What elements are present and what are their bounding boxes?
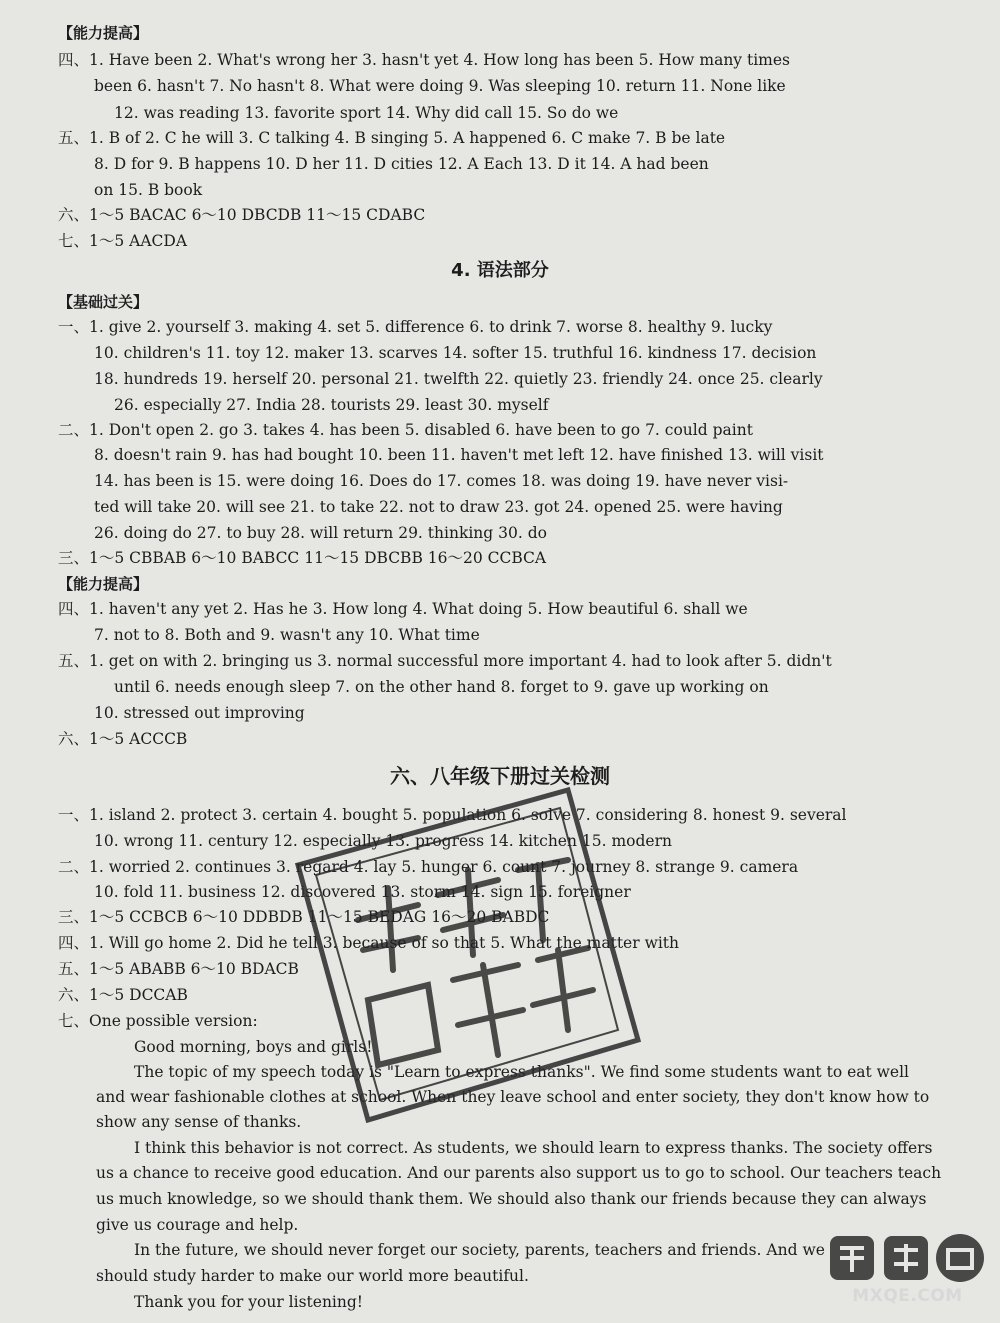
answer-line — [0, 545, 1000, 571]
essay-line — [0, 1160, 1000, 1186]
answer-text: 四、1. Have been 2. What's wrong her 3. hasn't yet 4. How long has been 5. How many times — [58, 51, 790, 69]
answer-text: 14. has been is 15. were doing 16. Does do 17. comes 18. was doing 19. have never visi- — [94, 472, 789, 490]
answer-text: 8. D for 9. B happens 10. D her 11. D cities 12. A Each 13. D it 14. A had been — [94, 155, 709, 173]
answer-line — [0, 802, 1000, 828]
answer-text: 10. fold 11. business 12. discovered 13. storm 14. sign 15. foreigner — [94, 883, 631, 901]
answer-text: 一、1. island 2. protect 3. certain 4. bought 5. population 6. solve 7. considering 8. honest 9. several — [58, 806, 847, 824]
answer-text: 7. not to 8. Both and 9. wasn't any 10. What time — [94, 626, 480, 644]
answer-line — [0, 648, 1000, 674]
essay-text: The topic of my speech today is "Learn to express thanks". We find some students want to eat well — [134, 1063, 909, 1081]
essay-line — [0, 1186, 1000, 1212]
watermark-url: MXQE.COM — [852, 1286, 963, 1306]
answer-text: on 15. B book — [94, 181, 203, 199]
section-title: 六、八年级下册过关检测 — [390, 764, 610, 788]
answer-text: 10. wrong 11. century 12. especially 13. progress 14. kitchen 15. modern — [94, 832, 672, 850]
section-label: 【能力提高】 — [58, 24, 149, 42]
answer-line — [0, 930, 1000, 956]
answer-line — [0, 879, 1000, 905]
answer-line — [0, 340, 1000, 366]
answer-line — [0, 956, 1000, 982]
essay-text: us much knowledge, so we should thank them. We should also thank our friends because they can always — [96, 1190, 927, 1208]
answer-text: 四、1. haven't any yet 2. Has he 3. How long 4. What doing 5. How beautiful 6. shall we — [58, 600, 748, 618]
answer-text: been 6. hasn't 7. No hasn't 8. What were doing 9. Was sleeping 10. return 11. None like — [94, 77, 786, 95]
answer-line — [0, 202, 1000, 228]
answer-line — [0, 520, 1000, 546]
answer-text: 二、1. Don't open 2. go 3. takes 4. has been 5. disabled 6. have been to go 7. could paint — [58, 421, 753, 439]
answer-line — [0, 854, 1000, 880]
answer-line — [0, 982, 1000, 1008]
answer-line — [0, 674, 1000, 700]
answer-text: 六、1～5 BACAC 6～10 DBCDB 11～15 CDABC — [58, 206, 426, 224]
answer-text: 五、1～5 ABABB 6～10 BDACB — [58, 960, 299, 978]
answer-line — [0, 151, 1000, 177]
answer-text: 10. stressed out improving — [94, 704, 305, 722]
essay-text: Good morning, boys and girls! — [134, 1038, 373, 1056]
essay-text: should study harder to make our world more beautiful. — [96, 1267, 529, 1285]
ability-header — [0, 20, 1000, 46]
answer-line — [0, 314, 1000, 340]
answer-text: 8. doesn't rain 9. has had bought 10. been 11. haven't met left 12. have finished 13. will visit — [94, 446, 824, 464]
answer-text: 五、1. B of 2. C he will 3. C talking 4. B singing 5. A happened 6. C make 7. B be late — [58, 129, 726, 147]
answer-line — [0, 700, 1000, 726]
essay-text: give us courage and help. — [96, 1216, 299, 1234]
essay-text: show any sense of thanks. — [96, 1113, 302, 1131]
answer-line — [0, 417, 1000, 443]
essay-text: In the future, we should never forget our society, parents, teachers and friends. And we — [134, 1241, 825, 1259]
answer-text: 三、1～5 CCBCB 6～10 DDBDB 11～15 BEDAG 16～20 BABDC — [58, 908, 550, 926]
answer-text: 七、1～5 AACDA — [58, 232, 188, 250]
answer-text: 六、1～5 DCCAB — [58, 986, 188, 1004]
answer-line — [0, 622, 1000, 648]
answer-line — [0, 468, 1000, 494]
answer-text: 26. especially 27. India 28. tourists 29. least 30. myself — [114, 396, 549, 414]
answer-text: 10. children's 11. toy 12. maker 13. scarves 14. softer 15. truthful 16. kindness 17. decision — [94, 344, 817, 362]
essay-line — [0, 1034, 1000, 1060]
section-label: 【基础过关】 — [58, 293, 149, 311]
answer-line — [0, 228, 1000, 254]
answer-circle-logo-icon — [828, 1228, 988, 1286]
answer-line — [0, 392, 1000, 418]
answer-line — [0, 904, 1000, 930]
answer-line — [0, 726, 1000, 752]
answer-text: 一、1. give 2. yourself 3. making 4. set 5. difference 6. to drink 7. worse 8. healthy 9. lucky — [58, 318, 773, 336]
answer-text: ted will take 20. will see 21. to take 22. not to draw 23. got 24. opened 25. were having — [94, 498, 783, 516]
answer-line — [0, 366, 1000, 392]
essay-text: I think this behavior is not correct. As students, we should learn to express thanks. The society offers — [134, 1139, 933, 1157]
answer-text: 六、1～5 ACCCB — [58, 730, 188, 748]
answer-line — [0, 494, 1000, 520]
answer-text: 五、1. get on with 2. bringing us 3. normal successful more important 4. had to look after 5. didn't — [58, 652, 832, 670]
answer-line — [0, 125, 1000, 151]
answer-line — [0, 100, 1000, 126]
answer-line — [0, 828, 1000, 854]
section-label: 【能力提高】 — [58, 575, 149, 593]
essay-text: and wear fashionable clothes at school. When they leave school and enter society, they don't know how to — [96, 1088, 930, 1106]
essay-line — [0, 1135, 1000, 1161]
answer-line — [0, 1008, 1000, 1034]
essay-line — [0, 1059, 1000, 1085]
answer-text: 七、One possible version: — [58, 1012, 258, 1030]
essay-text: us a chance to receive good education. And our parents also support us to go to school. Our teachers teach — [96, 1164, 942, 1182]
answer-text: 四、1. Will go home 2. Did he tell 3. because of so that 5. What the matter with — [58, 934, 680, 952]
basic-header — [0, 289, 1000, 315]
answer-line — [0, 596, 1000, 622]
answer-text: 12. was reading 13. favorite sport 14. Why did call 15. So do we — [114, 104, 619, 122]
ability-header — [0, 571, 1000, 597]
essay-line — [0, 1084, 1000, 1110]
answer-line — [0, 47, 1000, 73]
answer-text: 二、1. worried 2. continues 3. regard 4. lay 5. hunger 6. count 7. journey 8. strange 9. camera — [58, 858, 799, 876]
answer-line — [0, 73, 1000, 99]
section-title: 4. 语法部分 — [451, 260, 549, 281]
watermark-logo — [820, 1228, 995, 1320]
answer-text: 三、1～5 CBBAB 6～10 BABCC 11～15 DBCBB 16～20 CCBCA — [58, 549, 547, 567]
answer-line — [0, 177, 1000, 203]
answer-text: until 6. needs enough sleep 7. on the other hand 8. forget to 9. gave up working on — [114, 678, 769, 696]
essay-line — [0, 1109, 1000, 1135]
answer-text: 26. doing do 27. to buy 28. will return 29. thinking 30. do — [94, 524, 547, 542]
answer-text: 18. hundreds 19. herself 20. personal 21. twelfth 22. quietly 23. friendly 24. once 25. clearly — [94, 370, 823, 388]
essay-text: Thank you for your listening! — [134, 1293, 364, 1311]
answer-line — [0, 442, 1000, 468]
